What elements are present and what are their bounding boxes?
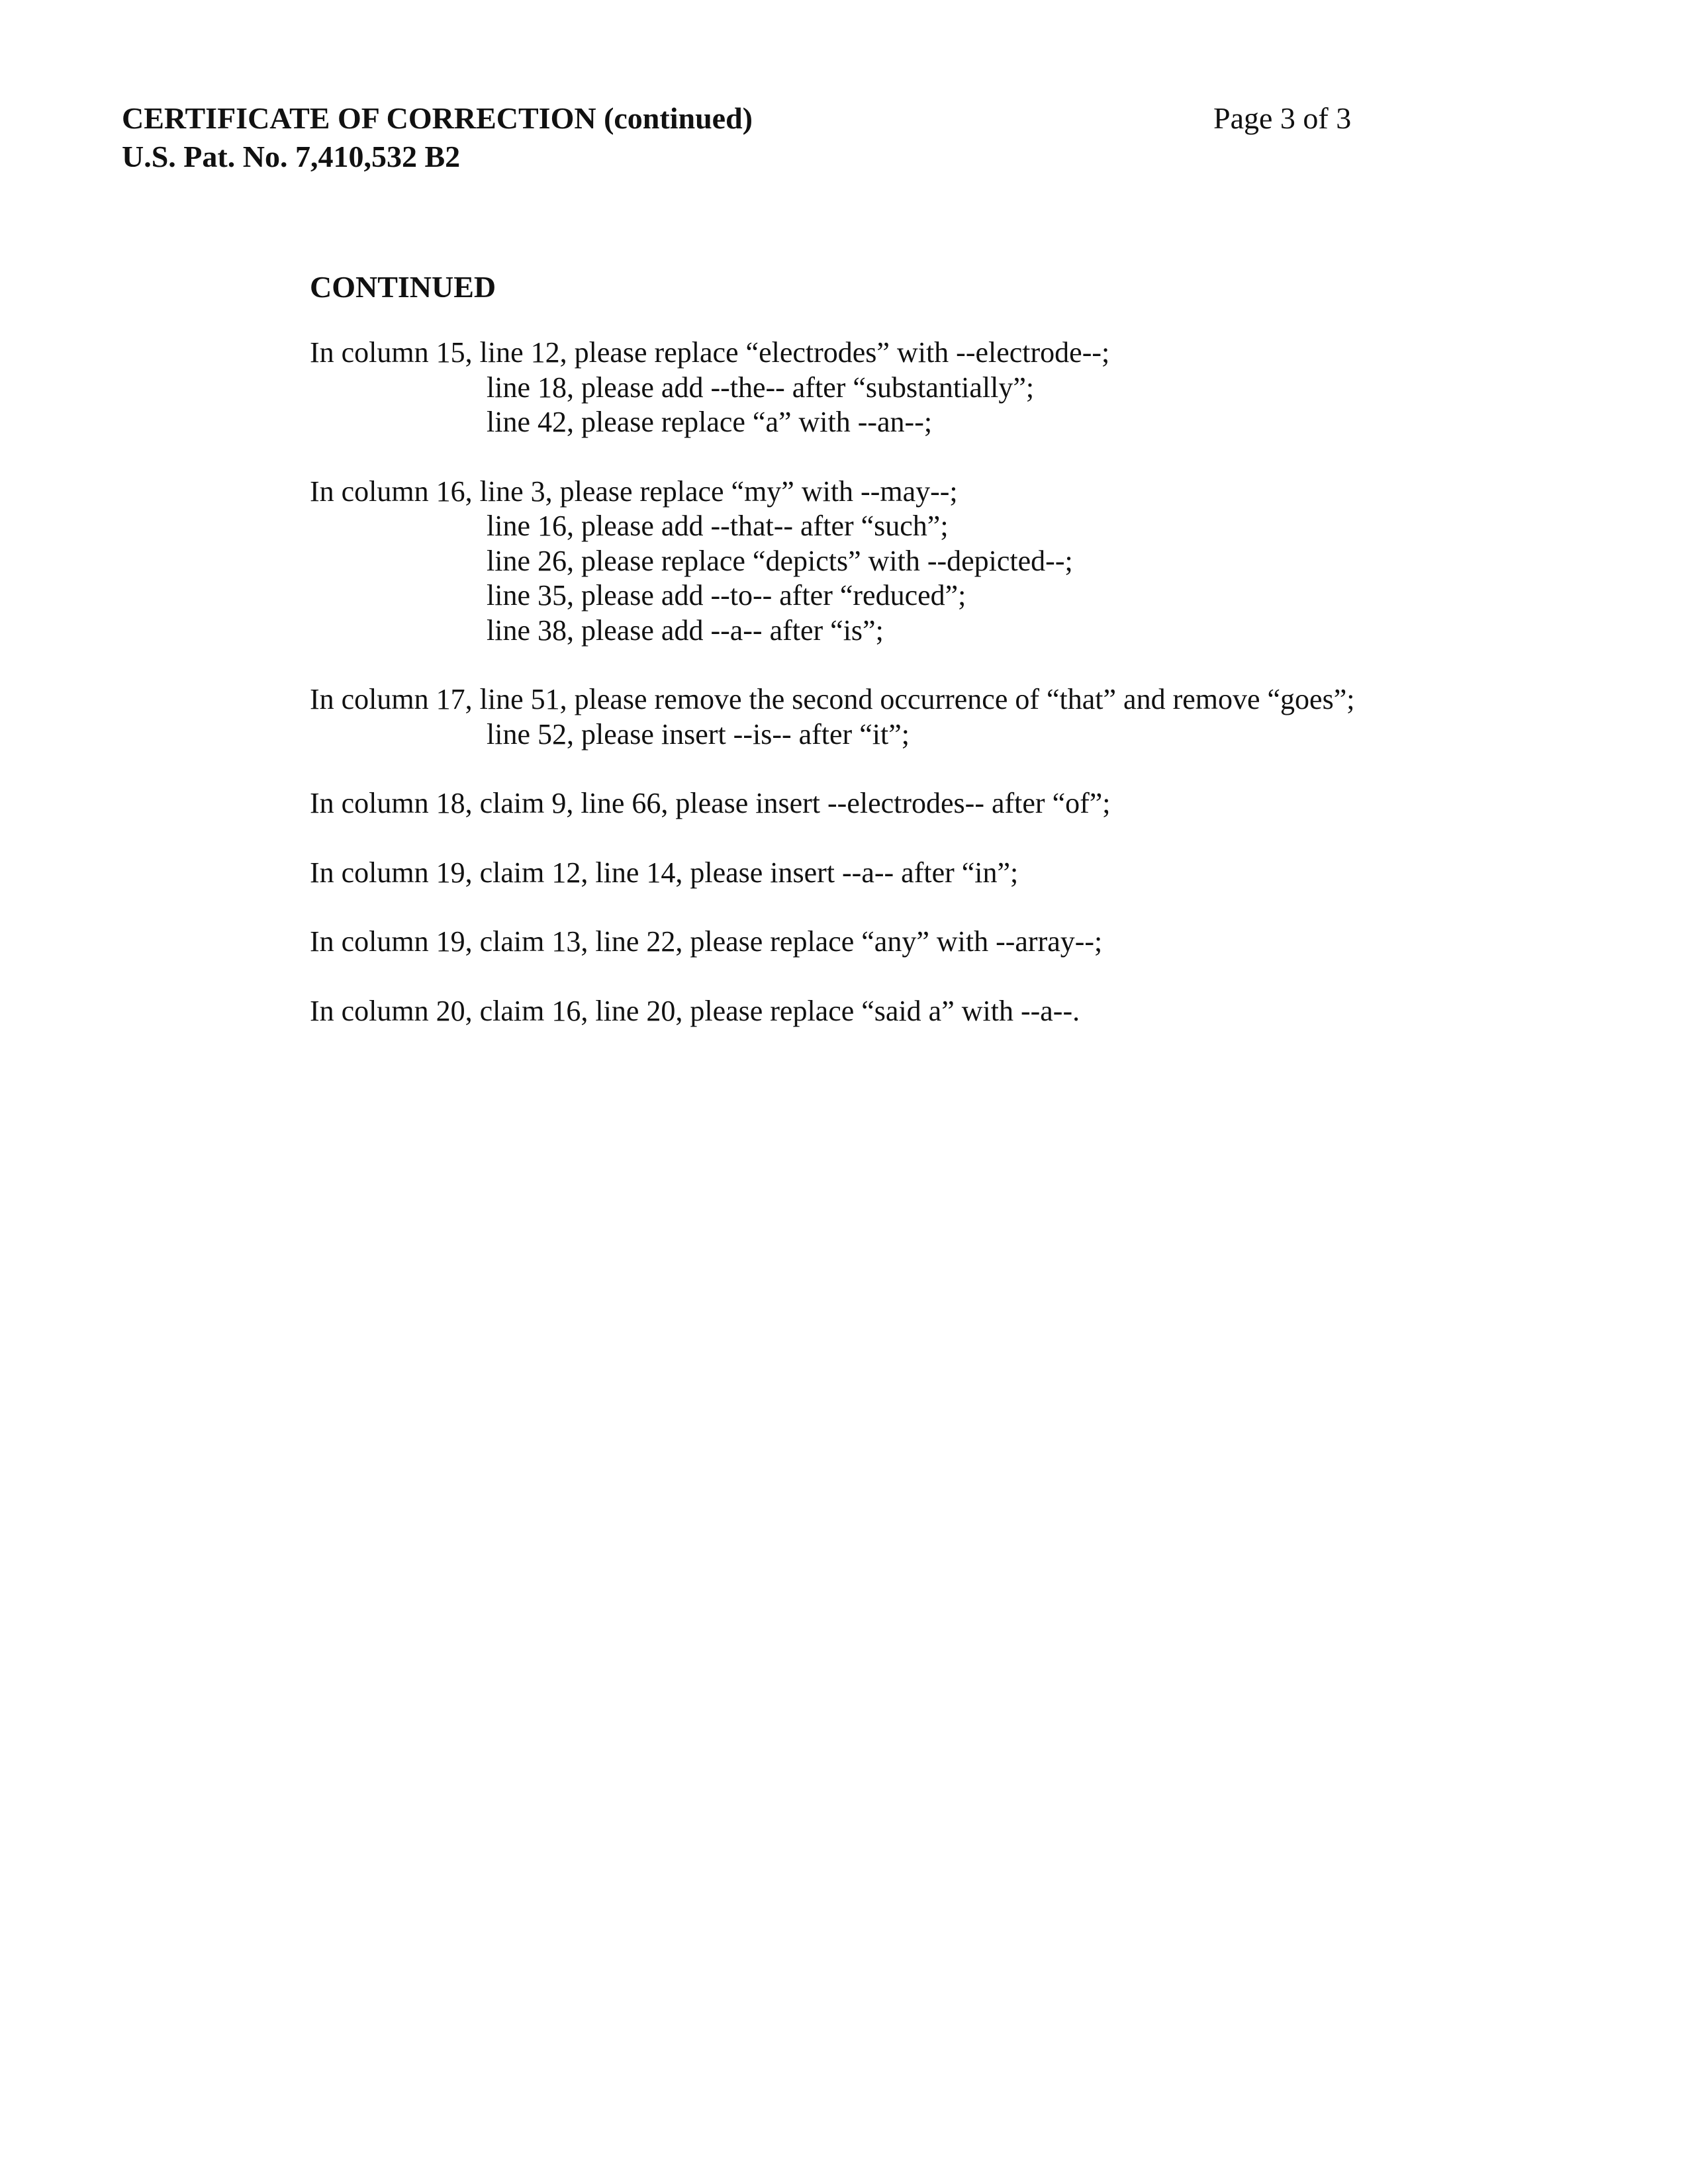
correction-entry-column-19-claim-13 [310,925,1501,960]
correction-line: In column 19, claim 12, line 14, please insert --a-- after “in”; [310,856,1019,889]
correction-line: line 38, please add --a-- after “is”; [487,614,884,647]
correction-line: line 42, please replace “a” with --an--; [487,406,933,438]
corrections-body [310,268,1501,1063]
correction-line: line 52, please insert --is-- after “it”; [487,717,910,751]
correction-line: In column 17, line 51, please remove the second occurrence of “that” and remove “goes”; [310,683,1355,715]
certificate-title: CERTIFICATE OF CORRECTION (continued) [122,101,753,135]
correction-line: line 35, please add --to-- after “reduced”; [487,579,966,612]
correction-line: In column 16, line 3, please replace “my” with --may--; [310,475,958,508]
correction-line: In column 15, line 12, please replace “electrodes” with --electrode--; [310,336,1110,369]
section-heading: CONTINUED [310,270,496,304]
correction-entry-column-15 [310,336,1501,440]
correction-line: In column 18, claim 9, line 66, please insert --electrodes-- after “of”; [310,787,1111,819]
correction-line: line 16, please add --that-- after “such”; [487,510,949,542]
correction-entry-column-18 [310,786,1501,821]
correction-line: line 26, please replace “depicts” with --depicted--; [487,544,1073,577]
correction-entry-column-20 [310,994,1501,1029]
page-number: Page 3 of 3 [1213,101,1352,135]
correction-line: In column 19, claim 13, line 22, please replace “any” with --array--; [310,925,1103,958]
patent-number: U.S. Pat. No. 7,410,532 B2 [122,140,461,173]
correction-entry-column-16 [310,475,1501,649]
correction-entry-column-17 [310,682,1501,752]
correction-line: In column 20, claim 16, line 20, please replace “said a” with --a--. [310,994,1080,1027]
correction-line: line 18, please add --the-- after “substantially”; [487,371,1035,404]
correction-entry-column-19-claim-12 [310,856,1501,891]
